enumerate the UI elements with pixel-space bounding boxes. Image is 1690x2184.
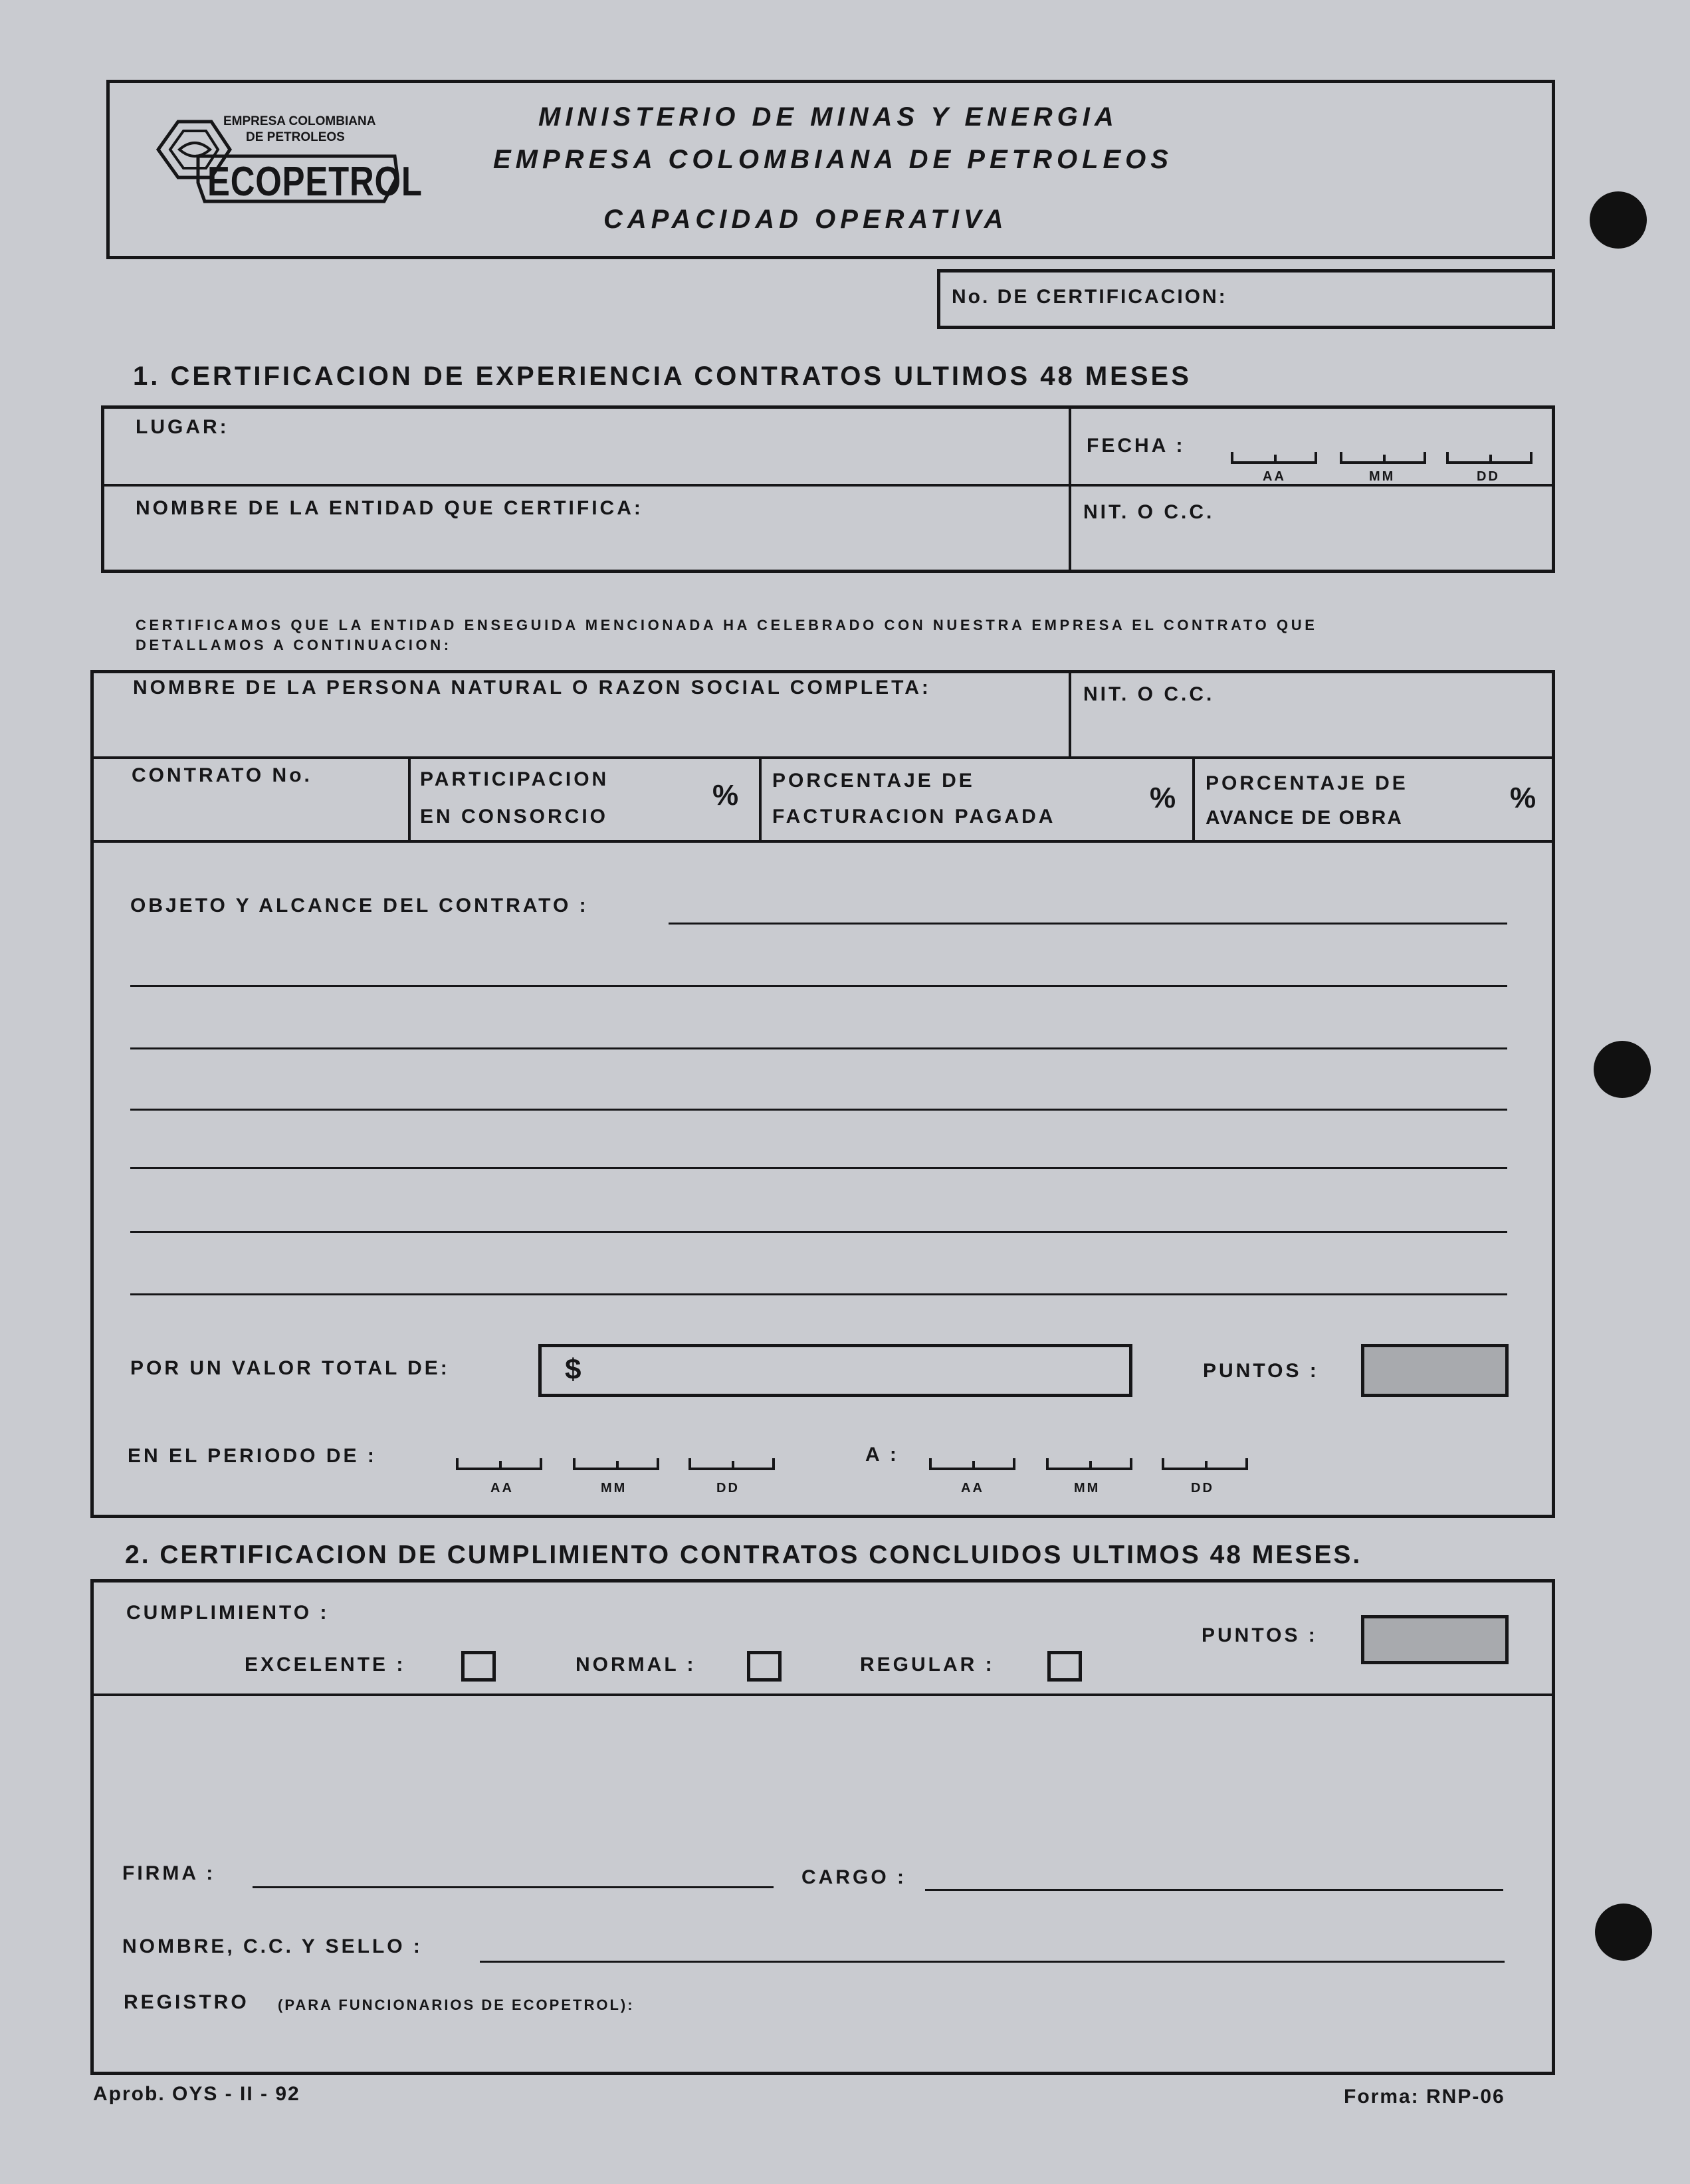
periodo-hasta-aa-label: AA xyxy=(961,1481,984,1495)
header-line-1: MINISTERIO DE MINAS Y ENERGIA xyxy=(538,102,1118,132)
divider xyxy=(101,484,1555,487)
divider xyxy=(1192,756,1195,841)
divider xyxy=(90,756,1555,759)
logo-text-small-2: DE PETROLEOS xyxy=(246,130,345,144)
divider xyxy=(408,756,411,841)
binder-hole-middle xyxy=(1594,1041,1651,1098)
divider xyxy=(90,1693,1555,1696)
cargo-label: CARGO : xyxy=(801,1866,906,1888)
facturacion-label-2: FACTURACION PAGADA xyxy=(772,806,1056,827)
periodo-desde-aa-label: AA xyxy=(490,1481,514,1495)
header-line-3: CAPACIDAD OPERATIVA xyxy=(603,205,1008,234)
avance-label-2: AVANCE DE OBRA xyxy=(1206,807,1403,829)
objeto-line-4[interactable] xyxy=(130,1167,1507,1169)
fecha-mm-label: MM xyxy=(1369,469,1396,484)
excelente-label: EXCELENTE : xyxy=(245,1654,406,1676)
periodo-desde-mm-label: MM xyxy=(601,1481,627,1495)
logo-text-small-1: EMPRESA COLOMBIANA xyxy=(223,114,376,128)
certificamos-text-1: CERTIFICAMOS QUE LA ENTIDAD ENSEGUIDA MENCIONADA HA CELEBRADO CON NUESTRA EMPRESA EL CONTRATO QUE xyxy=(136,617,1318,633)
nombre-persona-label: NOMBRE DE LA PERSONA NATURAL O RAZON SOCIAL COMPLETA: xyxy=(133,677,931,699)
nit-label: NIT. O C.C. xyxy=(1083,501,1215,523)
periodo-hasta-mm-field[interactable] xyxy=(1046,1458,1132,1470)
cumplimiento-label: CUMPLIMIENTO : xyxy=(126,1602,330,1624)
contrato-no-label: CONTRATO No. xyxy=(132,764,312,786)
periodo-label: EN EL PERIODO DE : xyxy=(128,1445,377,1467)
excelente-checkbox[interactable] xyxy=(461,1651,496,1682)
cargo-line[interactable] xyxy=(925,1889,1503,1891)
divider xyxy=(1069,670,1071,759)
fecha-aa-field[interactable] xyxy=(1231,452,1317,464)
participacion-label-1: PARTICIPACION xyxy=(420,768,609,790)
participacion-label-2: EN CONSORCIO xyxy=(420,806,609,827)
nombre-sello-line[interactable] xyxy=(480,1961,1505,1963)
footer-aprob: Aprob. OYS - II - 92 xyxy=(93,2083,300,2105)
fecha-mm-field[interactable] xyxy=(1340,452,1426,464)
fecha-dd-field[interactable] xyxy=(1446,452,1532,464)
nombre-entidad-label: NOMBRE DE LA ENTIDAD QUE CERTIFICA: xyxy=(136,497,643,519)
normal-label: NORMAL : xyxy=(576,1654,696,1676)
participacion-percent: % xyxy=(712,779,739,812)
regular-label: REGULAR : xyxy=(860,1654,995,1676)
lugar-fecha-box xyxy=(101,405,1555,573)
periodo-desde-dd-field[interactable] xyxy=(688,1458,775,1470)
regular-checkbox[interactable] xyxy=(1047,1651,1082,1682)
section1-title: 1. CERTIFICACION DE EXPERIENCIA CONTRATOS ULTIMOS 48 MESES xyxy=(133,362,1192,391)
divider xyxy=(759,756,762,841)
objeto-line-6[interactable] xyxy=(130,1293,1507,1295)
certificamos-text-2: DETALLAMOS A CONTINUACION: xyxy=(136,637,452,653)
cert-number-label: No. DE CERTIFICACION: xyxy=(952,286,1227,308)
puntos2-label: PUNTOS : xyxy=(1202,1624,1318,1646)
objeto-line-2[interactable] xyxy=(130,1047,1507,1049)
periodo-hasta-dd-field[interactable] xyxy=(1162,1458,1248,1470)
divider xyxy=(90,840,1555,843)
firma-label: FIRMA : xyxy=(122,1862,216,1884)
lugar-label: LUGAR: xyxy=(136,416,229,438)
avance-percent: % xyxy=(1510,782,1536,814)
registro-note: (PARA FUNCIONARIOS DE ECOPETROL): xyxy=(278,1997,635,2013)
fecha-label: FECHA : xyxy=(1087,435,1186,457)
nit2-label: NIT. O C.C. xyxy=(1083,683,1215,705)
objeto-line-1[interactable] xyxy=(130,985,1507,987)
divider xyxy=(1069,405,1071,573)
nombre-sello-label: NOMBRE, C.C. Y SELLO : xyxy=(122,1935,423,1957)
footer-forma: Forma: RNP-06 xyxy=(1344,2086,1505,2108)
objeto-line-5[interactable] xyxy=(130,1231,1507,1233)
valor-total-label: POR UN VALOR TOTAL DE: xyxy=(130,1357,450,1379)
registro-label: REGISTRO xyxy=(124,1991,249,2013)
facturacion-percent: % xyxy=(1150,782,1176,814)
objeto-line-3[interactable] xyxy=(130,1109,1507,1111)
periodo-hasta-dd-label: DD xyxy=(1191,1481,1214,1495)
periodo-desde-mm-field[interactable] xyxy=(573,1458,659,1470)
fecha-aa-label: AA xyxy=(1263,469,1286,484)
logo-name: ECOPETROL xyxy=(207,159,423,205)
binder-hole-top xyxy=(1590,191,1647,249)
puntos-label: PUNTOS : xyxy=(1203,1360,1319,1382)
periodo-hasta-mm-label: MM xyxy=(1074,1481,1101,1495)
periodo-desde-aa-field[interactable] xyxy=(456,1458,542,1470)
section2-title: 2. CERTIFICACION DE CUMPLIMIENTO CONTRATOS CONCLUIDOS ULTIMOS 48 MESES. xyxy=(125,1541,1362,1569)
puntos-field[interactable] xyxy=(1361,1344,1509,1397)
objeto-line-0[interactable] xyxy=(669,923,1507,925)
avance-label-1: PORCENTAJE DE xyxy=(1206,772,1408,794)
periodo-desde-dd-label: DD xyxy=(716,1481,740,1495)
header-line-2: EMPRESA COLOMBIANA DE PETROLEOS xyxy=(493,145,1173,174)
periodo-hasta-aa-field[interactable] xyxy=(929,1458,1015,1470)
valor-total-field[interactable] xyxy=(538,1344,1132,1397)
periodo-a-label: A : xyxy=(865,1444,899,1466)
normal-checkbox[interactable] xyxy=(747,1651,782,1682)
dollar-sign: $ xyxy=(565,1353,581,1386)
firma-line[interactable] xyxy=(253,1886,774,1888)
puntos2-field[interactable] xyxy=(1361,1615,1509,1664)
binder-hole-bottom xyxy=(1595,1904,1652,1961)
objeto-label: OBJETO Y ALCANCE DEL CONTRATO : xyxy=(130,895,589,917)
fecha-dd-label: DD xyxy=(1477,469,1500,484)
facturacion-label-1: PORCENTAJE DE xyxy=(772,770,975,792)
